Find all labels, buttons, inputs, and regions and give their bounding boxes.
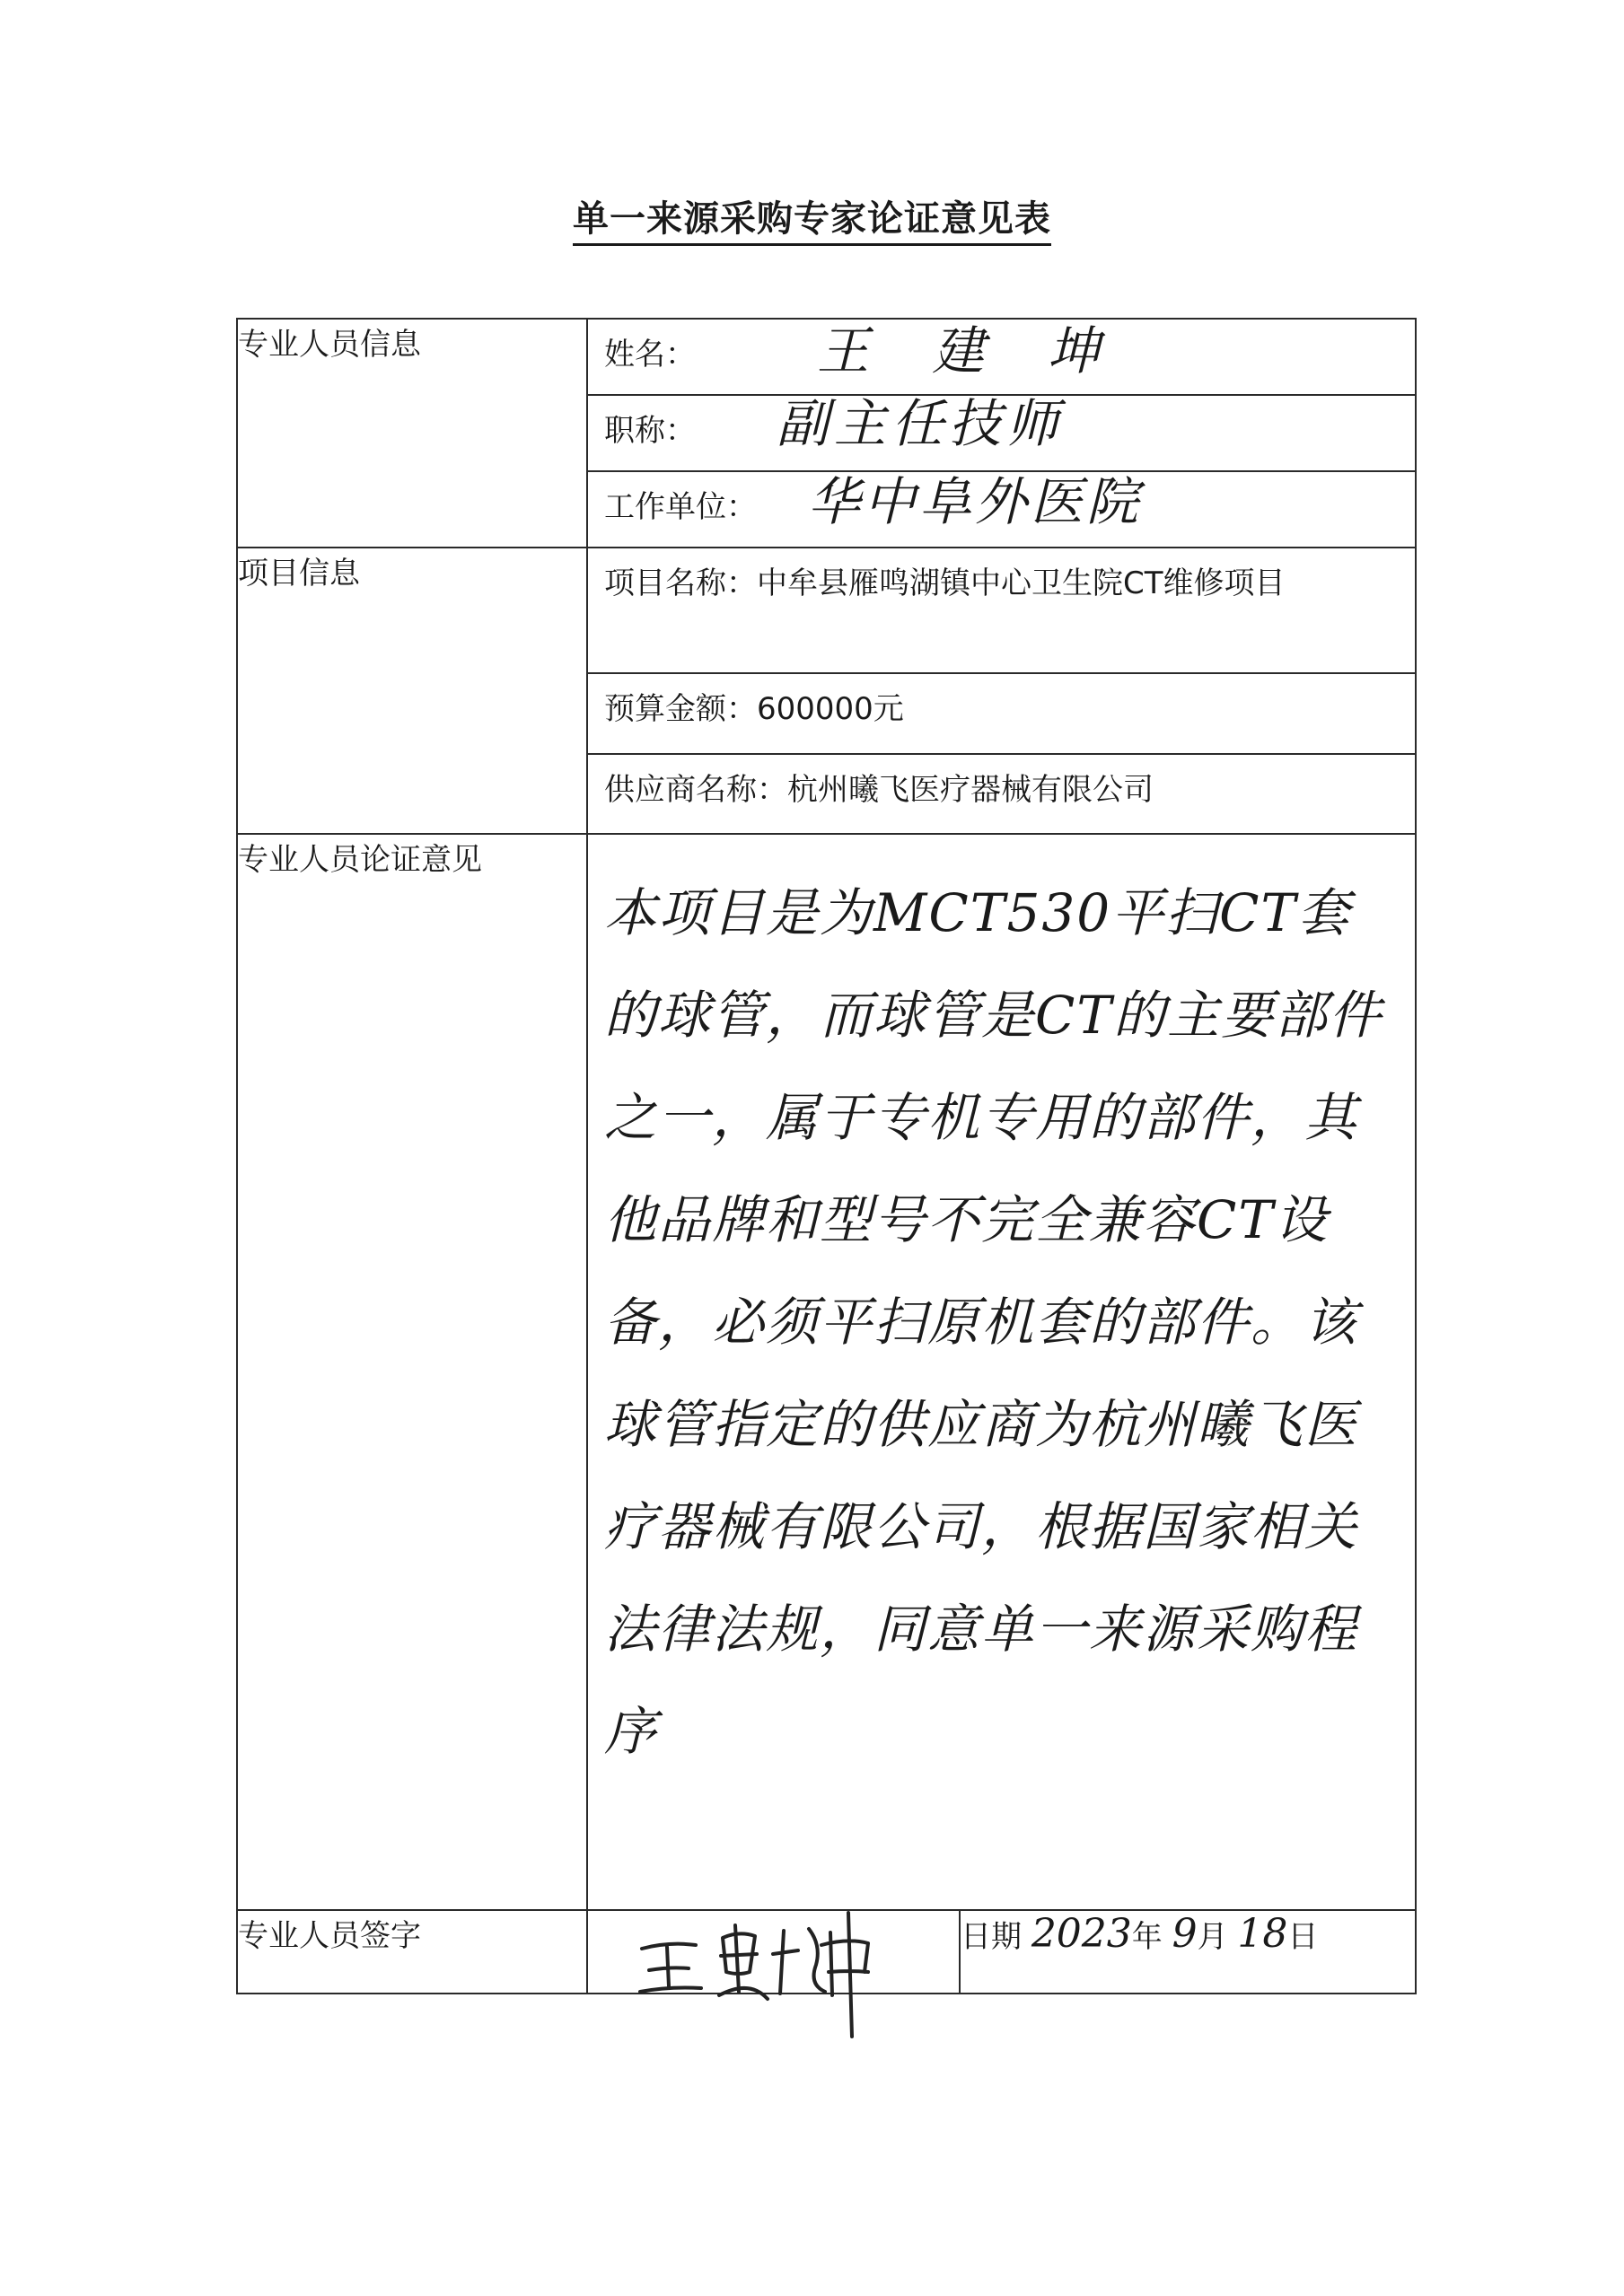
date-field: [960, 1910, 1416, 1994]
date-day: 18: [1237, 1911, 1288, 1957]
signature-field: [587, 1910, 960, 1994]
project-name-field: [587, 548, 1416, 673]
budget-field: [587, 673, 1416, 754]
date-month-char: 月: [1197, 1919, 1228, 1955]
title-field: [587, 395, 1416, 471]
supplier: 供应商名称：杭州曦飞医疗器械有限公司: [604, 772, 1154, 808]
title-value: 副主任技师: [777, 393, 1065, 454]
project-info-label: 项目信息: [237, 548, 587, 834]
title-label: 职称：: [604, 413, 696, 449]
date-year: 2023: [1031, 1911, 1132, 1957]
name-field: [587, 319, 1416, 395]
budget: 预算金额：600000元: [604, 691, 904, 727]
opinion-field: [587, 834, 1416, 1910]
project-name: 项目名称：中牟县雁鸣湖镇中心卫生院CT维修项目: [604, 565, 1286, 601]
unit-value: 华中阜外医院: [808, 471, 1143, 532]
handwritten-signature: [633, 1886, 902, 2038]
unit-label: 工作单位：: [604, 489, 757, 525]
personnel-info-label: 专业人员信息: [237, 319, 587, 548]
supplier-field: [587, 754, 1416, 834]
date-day-char: 日: [1287, 1919, 1319, 1955]
unit-field: [587, 471, 1416, 548]
signature-label: 专业人员签字: [237, 1910, 587, 1994]
opinion-label: 专业人员论证意见: [237, 834, 587, 1910]
date-month: 9: [1172, 1911, 1198, 1957]
name-label: 姓名：: [604, 337, 696, 372]
opinion-text: 本项目是为MCT530平扫CT套的球管，而球管是CT的主要部件之一，属于专机专用的部件，其他品牌和型号不完全兼容CT设备，必须平扫原机套的部件。该球管指定的供应商为杭州曦飞医疗器械有限公司，根据国家相关法律法规，同意单一来源采购程序: [604, 882, 1383, 1762]
date-year-char: 年: [1131, 1919, 1163, 1955]
form-title: 单一来源采购专家论证意见表: [0, 190, 1624, 241]
opinion-form: [236, 318, 1417, 1994]
date-label: 日期: [961, 1919, 1022, 1955]
name-value: 王 建 坤: [817, 320, 1123, 381]
